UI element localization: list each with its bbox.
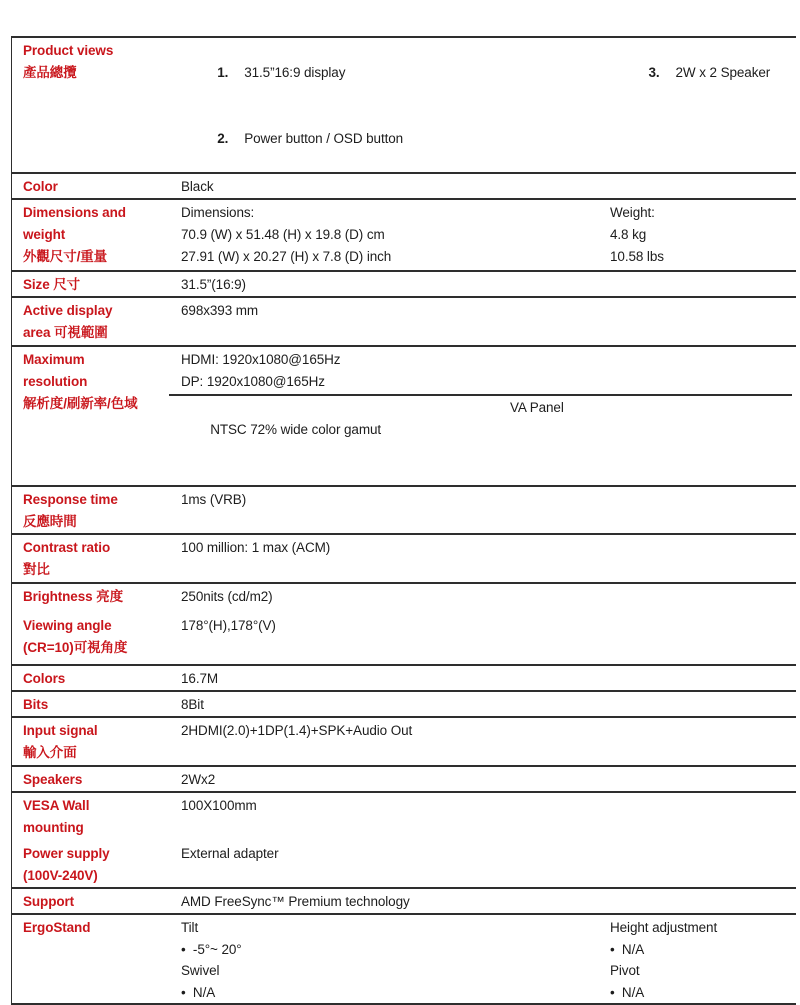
- label-line-en: Power supply: [23, 846, 110, 861]
- label-line-mixed: Brightness 亮度: [23, 589, 123, 604]
- value-text: External adapter: [181, 846, 279, 861]
- gamut-line: [181, 397, 792, 485]
- spec-row-ergostand: [12, 915, 796, 1003]
- row-value-active-display: [181, 300, 796, 345]
- row-value-ergostand: [181, 917, 796, 1003]
- row-value-input-signal: [181, 720, 796, 765]
- ergostand-pivot-value: • N/A: [610, 984, 645, 1000]
- ergostand-pivot-title: Pivot: [610, 963, 640, 978]
- label-line-en: VESA Wall: [23, 798, 90, 813]
- row-label-size: [12, 274, 181, 296]
- product-view-item: [181, 106, 792, 172]
- row-label-response-time: [12, 489, 181, 533]
- spec-row-active-display-area: [12, 298, 796, 347]
- label-line-zh: (CR=10)可視角度: [23, 640, 128, 655]
- label-line-en: Viewing angle: [23, 618, 112, 633]
- row-label-colors: [12, 668, 181, 690]
- spec-row-support: [12, 889, 796, 915]
- row-label-active-display: [12, 300, 181, 345]
- spec-row-size: [12, 272, 796, 298]
- value-text: 2Wx2: [181, 772, 216, 787]
- row-value-color: [181, 176, 796, 198]
- label-line-en: Colors: [23, 671, 66, 686]
- product-view-item-right-column: [605, 40, 770, 106]
- value-text: 31.5”(16:9): [181, 277, 246, 292]
- row-value-power-supply: [181, 843, 796, 887]
- spec-row-color: [12, 174, 796, 200]
- row-label-dimensions: [12, 202, 181, 270]
- resolution-dp: DP: 1920x1080@165Hz: [181, 374, 325, 389]
- label-line-zh: 外觀尺寸/重量: [23, 249, 108, 264]
- row-value-maximum-resolution: [181, 349, 796, 485]
- row-label-speakers: [12, 769, 181, 791]
- value-text: 100X100mm: [181, 798, 257, 813]
- spec-row-bits: [12, 692, 796, 718]
- row-label-contrast-ratio: [12, 537, 181, 582]
- color-gamut: NTSC 72% wide color gamut: [210, 422, 382, 437]
- label-line-zh: 解析度/刷新率/色域: [23, 396, 138, 411]
- dimensions-title: Dimensions:: [181, 205, 255, 220]
- ergostand-height-value: • N/A: [610, 941, 645, 957]
- value-text: 1ms (VRB): [181, 492, 247, 507]
- ergostand-tilt-title: Tilt: [181, 920, 199, 935]
- spec-row-colors: [12, 666, 796, 692]
- label-line-zh: 輸入介面: [23, 745, 77, 760]
- value-text: 8Bit: [181, 697, 204, 712]
- item-text: 2W x 2 Speaker: [675, 65, 771, 80]
- row-label-power-supply: [12, 843, 181, 887]
- ergostand-right-column: [610, 917, 717, 1003]
- value-text: 16.7M: [181, 671, 219, 686]
- row-label-color: [12, 176, 181, 198]
- value-text: AMD FreeSync™ Premium technology: [181, 894, 410, 909]
- value-text: 698x393 mm: [181, 303, 259, 318]
- weight-lbs: 10.58 lbs: [610, 249, 664, 264]
- label-line-zh: 對比: [23, 562, 50, 577]
- row-value-support: [181, 891, 796, 913]
- row-value-dimensions: [181, 202, 796, 270]
- item-number: 3.: [648, 65, 660, 80]
- ergostand-height-title: Height adjustment: [610, 920, 718, 935]
- row-label-vesa: [12, 795, 181, 841]
- label-line-en: Active display: [23, 303, 113, 318]
- row-value-vesa: [181, 795, 796, 841]
- label-line-en: Input signal: [23, 723, 98, 738]
- label-line-en: Speakers: [23, 772, 83, 787]
- value-text: 100 million: 1 max (ACM): [181, 540, 331, 555]
- spec-row-viewing-angle: [12, 613, 796, 664]
- label-line-en: Dimensions and: [23, 205, 126, 220]
- weight-title: Weight:: [610, 205, 655, 220]
- panel-type: VA Panel: [510, 400, 564, 415]
- label-line-zh: 產品總攬: [23, 65, 77, 80]
- weight-kg: 4.8 kg: [610, 227, 647, 242]
- ergostand-swivel-title: Swivel: [181, 963, 220, 978]
- spec-group-brightness-viewing: [12, 584, 796, 666]
- spec-row-speakers: [12, 767, 796, 793]
- item-number: 2.: [217, 131, 229, 146]
- row-label-bits: [12, 694, 181, 716]
- row-label-input-signal: [12, 720, 181, 765]
- value-text: Black: [181, 179, 214, 194]
- label-line-en: Response time: [23, 492, 118, 507]
- row-value-speakers: [181, 769, 796, 791]
- value-text: 2HDMI(2.0)+1DP(1.4)+SPK+Audio Out: [181, 723, 413, 738]
- spec-table: [11, 36, 796, 1005]
- product-view-item: [605, 40, 770, 106]
- label-line-mixed: Size 尺寸: [23, 277, 81, 292]
- row-label-brightness: [12, 586, 181, 613]
- label-line-en: Support: [23, 894, 75, 909]
- inner-divider-rule: [169, 394, 792, 396]
- label-line-en: weight: [23, 227, 66, 242]
- row-label-maximum-resolution: [12, 349, 181, 485]
- item-number: 1.: [217, 65, 229, 80]
- dimensions-cm: 70.9 (W) x 51.48 (H) x 19.8 (D) cm: [181, 227, 385, 242]
- label-line-en: mounting: [23, 820, 84, 835]
- ergostand-tilt-value: • -5°~ 20°: [181, 941, 242, 957]
- spec-row-maximum-resolution: [12, 347, 796, 487]
- label-line-en: Product views: [23, 43, 114, 58]
- spec-row-dimensions-weight: [12, 200, 796, 272]
- row-label-product-views: [12, 40, 181, 172]
- row-value-viewing-angle: [181, 615, 796, 664]
- row-label-support: [12, 891, 181, 913]
- row-value-size: [181, 274, 796, 296]
- item-text: 31.5”16:9 display: [244, 65, 346, 80]
- spec-row-contrast-ratio: [12, 535, 796, 584]
- row-value-bits: [181, 694, 796, 716]
- resolution-hdmi: HDMI: 1920x1080@165Hz: [181, 352, 341, 367]
- label-line-zh: 反應時間: [23, 514, 77, 529]
- row-value-product-views: [181, 40, 796, 172]
- spec-row-brightness: [12, 584, 796, 613]
- label-line-en: Maximum: [23, 352, 85, 367]
- label-line-en: Color: [23, 179, 58, 194]
- label-line-en: Contrast ratio: [23, 540, 111, 555]
- label-line-en: (100V-240V): [23, 868, 98, 883]
- spec-row-product-views: [12, 38, 796, 174]
- weight-column: [610, 202, 664, 268]
- spec-row-power-supply: [12, 841, 796, 887]
- label-line-en: resolution: [23, 374, 88, 389]
- spec-row-input-signal: [12, 718, 796, 767]
- spec-row-vesa-wall-mounting: [12, 793, 796, 841]
- item-text: Power button / OSD button: [244, 131, 404, 146]
- ergostand-swivel-value: • N/A: [181, 984, 216, 1000]
- label-line-en: Bits: [23, 697, 49, 712]
- spec-row-response-time: [12, 487, 796, 535]
- row-label-viewing-angle: [12, 615, 181, 664]
- row-label-ergostand: [12, 917, 181, 1003]
- value-text: 178°(H),178°(V): [181, 618, 276, 633]
- row-value-response-time: [181, 489, 796, 533]
- spec-group-vesa-power: [12, 793, 796, 889]
- value-text: 250nits (cd/m2): [181, 589, 273, 604]
- label-line-mixed: area 可視範圍: [23, 325, 108, 340]
- label-line-en: ErgoStand: [23, 920, 91, 935]
- row-value-colors: [181, 668, 796, 690]
- row-value-contrast-ratio: [181, 537, 796, 582]
- row-value-brightness: [181, 586, 796, 613]
- dimensions-inch: 27.91 (W) x 20.27 (H) x 7.8 (D) inch: [181, 249, 392, 264]
